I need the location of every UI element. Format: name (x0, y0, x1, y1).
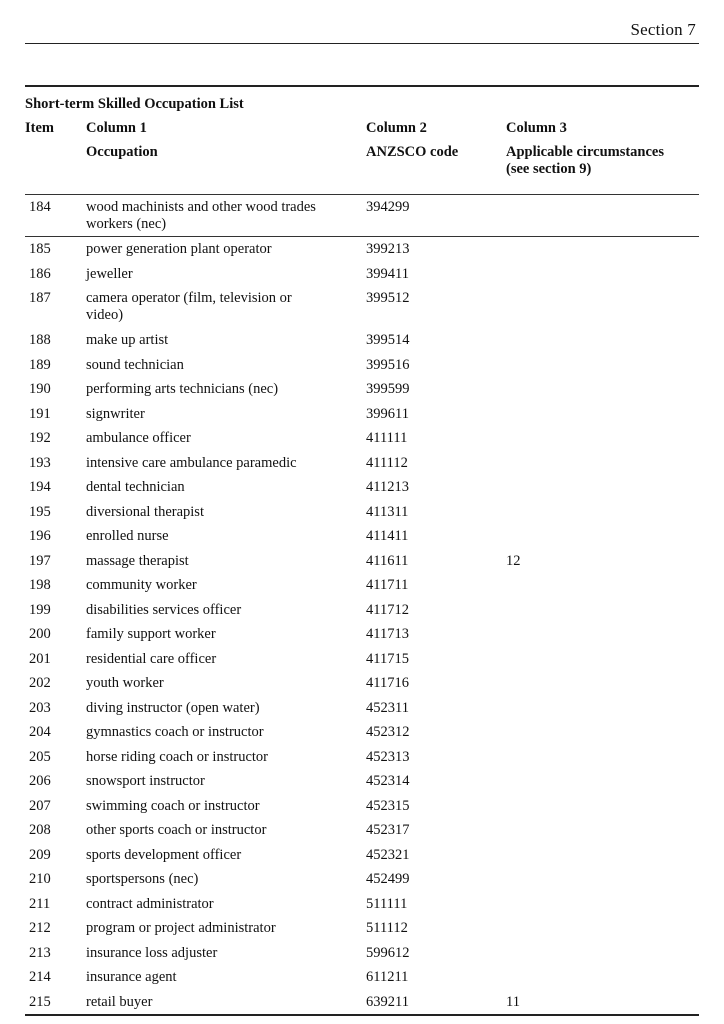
row-anzsco-code: 452314 (366, 773, 410, 789)
row-circumstances (506, 357, 699, 378)
row-occupation-cell (86, 945, 366, 966)
row-occupation: family support worker (86, 626, 216, 642)
row-item-number: 192 (29, 430, 51, 446)
row-occupation: intensive care ambulance paramedic (86, 454, 297, 471)
row-circumstances (506, 945, 699, 966)
row-occupation-cell (86, 504, 366, 525)
row-occupation: diving instructor (open water) (86, 699, 260, 716)
row-occupation-cell (86, 381, 366, 402)
row-anzsco-code: 639211 (366, 993, 409, 1010)
row-item-number: 185 (29, 241, 51, 257)
row-occupation: sound technician (86, 356, 184, 373)
row-item-number: 189 (29, 356, 51, 373)
row-item-number: 195 (29, 503, 51, 520)
table-row (25, 195, 699, 237)
occupation-table (25, 85, 699, 1016)
section-label: Section 7 (630, 20, 696, 39)
table-bottom-rule (25, 1014, 699, 1016)
table-row (25, 237, 699, 262)
row-circumstances (506, 675, 699, 696)
row-occupation: youth worker (86, 675, 164, 691)
row-circumstances (506, 290, 699, 328)
row-occupation-cell (86, 773, 366, 794)
row-anzsco-code: 452312 (366, 724, 410, 740)
row-circumstances (506, 266, 699, 287)
row-occupation-cell (86, 528, 366, 549)
row-occupation-cell (86, 871, 366, 892)
row-anzsco-code: 511111 (366, 895, 408, 912)
column-header-col2: Column 2 (366, 120, 427, 136)
row-item-number: 214 (29, 969, 51, 985)
row-circumstances (506, 749, 699, 770)
row-item-number: 190 (29, 381, 51, 397)
table-row (25, 720, 699, 745)
row-occupation-cell (86, 798, 366, 819)
row-occupation: sportspersons (nec) (86, 871, 199, 887)
row-occupation-cell (86, 479, 366, 500)
table-column-header (25, 113, 699, 194)
row-anzsco-code: 411112 (366, 454, 408, 471)
column-header-circumstances: Applicable circumstances (506, 144, 665, 160)
table-row (25, 941, 699, 966)
row-item-number: 207 (29, 797, 51, 814)
row-anzsco-code: 399512 (366, 290, 410, 306)
row-anzsco-code: 411712 (366, 601, 409, 618)
row-occupation-cell (86, 577, 366, 598)
column-header-anzsco: ANZSCO code (366, 144, 459, 160)
table-row (25, 916, 699, 941)
row-circumstances (506, 847, 699, 868)
row-circumstances (506, 199, 699, 236)
row-anzsco-code: 399599 (366, 381, 410, 397)
row-occupation: ambulance officer (86, 430, 191, 446)
row-item-number: 197 (29, 552, 51, 569)
row-anzsco-code: 452317 (366, 822, 410, 838)
row-item-number: 191 (29, 405, 51, 422)
row-occupation: contract administrator (86, 895, 214, 912)
table-row (25, 671, 699, 696)
row-occupation: other sports coach or instructor (86, 822, 267, 838)
row-circumstances (506, 798, 699, 819)
table-row (25, 353, 699, 378)
row-occupation: program or project administrator (86, 920, 276, 936)
row-occupation: signwriter (86, 405, 145, 422)
row-occupation: snowsport instructor (86, 773, 205, 789)
table-body (25, 195, 699, 1014)
row-circumstances (506, 724, 699, 745)
row-occupation-cell (86, 651, 366, 672)
row-anzsco-code: 394299 (366, 199, 410, 215)
row-occupation-cell (86, 553, 366, 574)
column-header-col3: Column 3 (506, 120, 567, 136)
row-anzsco-code: 599612 (366, 944, 410, 961)
column-header-occupation: Occupation (86, 144, 158, 160)
row-item-number: 203 (29, 699, 51, 716)
row-anzsco-code: 452499 (366, 871, 410, 887)
row-occupation-cell (86, 199, 366, 236)
row-occupation-cell (86, 675, 366, 696)
row-item-number: 198 (29, 577, 51, 593)
row-occupation-cell (86, 602, 366, 623)
table-row (25, 573, 699, 598)
row-item-number: 194 (29, 479, 51, 495)
row-item-number: 215 (29, 993, 51, 1010)
row-circumstances (506, 626, 699, 647)
row-occupation-cell (86, 822, 366, 843)
row-item-number: 208 (29, 822, 51, 838)
row-occupation-continued: video) (86, 307, 124, 323)
row-anzsco-code: 399516 (366, 356, 410, 373)
row-occupation: disabilities services officer (86, 601, 242, 618)
row-occupation-cell (86, 969, 366, 990)
row-item-number: 187 (29, 290, 51, 306)
row-circumstances (506, 406, 699, 427)
table-row (25, 965, 699, 990)
row-occupation: insurance loss adjuster (86, 944, 218, 961)
table-row (25, 622, 699, 647)
row-circumstances (506, 871, 699, 892)
row-occupation: make up artist (86, 332, 169, 348)
table-caption: Short-term Skilled Occupation List (25, 96, 244, 112)
row-occupation-cell (86, 920, 366, 941)
row-item-number: 204 (29, 724, 51, 740)
row-occupation: gymnastics coach or instructor (86, 724, 264, 740)
row-occupation-cell (86, 749, 366, 770)
row-circumstances (506, 822, 699, 843)
row-circumstances (506, 479, 699, 500)
row-occupation: diversional therapist (86, 503, 204, 520)
row-circumstances (506, 773, 699, 794)
row-item-number: 210 (29, 871, 51, 887)
row-occupation: performing arts technicians (nec) (86, 381, 279, 397)
row-item-number: 184 (29, 199, 51, 215)
column-header-item: Item (25, 120, 54, 136)
table-row (25, 377, 699, 402)
table-row (25, 475, 699, 500)
row-anzsco-code: 411611 (366, 552, 409, 569)
row-occupation-cell (86, 455, 366, 476)
table-row (25, 843, 699, 868)
row-item-number: 209 (29, 846, 51, 863)
row-occupation: jeweller (86, 265, 133, 282)
table-row (25, 598, 699, 623)
row-item-number: 200 (29, 626, 51, 642)
table-row (25, 892, 699, 917)
row-anzsco-code: 411213 (366, 479, 409, 495)
row-occupation-cell (86, 700, 366, 721)
table-row (25, 647, 699, 672)
row-circumstances (506, 700, 699, 721)
row-circumstances: 11 (506, 993, 520, 1010)
row-occupation: horse riding coach or instructor (86, 748, 269, 765)
row-circumstances (506, 381, 699, 402)
row-occupation-continued: workers (nec) (86, 216, 167, 232)
row-anzsco-code: 411711 (366, 577, 409, 593)
row-item-number: 188 (29, 332, 51, 348)
row-circumstances (506, 455, 699, 476)
row-item-number: 205 (29, 748, 51, 765)
row-occupation: power generation plant operator (86, 241, 272, 257)
table-row (25, 769, 699, 794)
row-anzsco-code: 452321 (366, 846, 410, 863)
row-anzsco-code: 399514 (366, 332, 410, 348)
row-anzsco-code: 399213 (366, 241, 410, 257)
row-anzsco-code: 511112 (366, 920, 408, 936)
row-circumstances (506, 602, 699, 623)
row-item-number: 193 (29, 454, 51, 471)
row-occupation-cell (86, 266, 366, 287)
table-row (25, 696, 699, 721)
row-occupation-cell (86, 332, 366, 353)
row-anzsco-code: 411713 (366, 626, 409, 642)
row-occupation-cell (86, 430, 366, 451)
row-occupation: wood machinists and other wood trades (86, 199, 316, 215)
row-item-number: 199 (29, 601, 51, 618)
row-occupation: dental technician (86, 479, 185, 495)
row-occupation: retail buyer (86, 993, 153, 1010)
row-occupation: community worker (86, 577, 197, 593)
table-row (25, 451, 699, 476)
row-occupation-cell (86, 406, 366, 427)
row-anzsco-code: 411111 (366, 430, 408, 446)
row-circumstances (506, 241, 699, 262)
row-circumstances (506, 504, 699, 525)
row-occupation: massage therapist (86, 552, 189, 569)
table-row (25, 524, 699, 549)
table-row (25, 286, 699, 328)
row-item-number: 213 (29, 944, 51, 961)
row-item-number: 212 (29, 920, 51, 936)
row-anzsco-code: 452315 (366, 797, 410, 814)
row-occupation-cell (86, 994, 366, 1015)
table-row (25, 328, 699, 353)
row-circumstances (506, 896, 699, 917)
row-anzsco-code: 411716 (366, 675, 409, 691)
row-occupation-cell (86, 241, 366, 262)
row-occupation: sports development officer (86, 846, 242, 863)
row-item-number: 206 (29, 773, 51, 789)
row-circumstances: 12 (506, 552, 521, 569)
row-item-number: 202 (29, 675, 51, 691)
row-item-number: 211 (29, 895, 51, 912)
row-circumstances (506, 651, 699, 672)
table-row (25, 500, 699, 525)
row-anzsco-code: 399411 (366, 265, 409, 282)
row-occupation-cell (86, 724, 366, 745)
row-occupation-cell (86, 290, 366, 328)
row-occupation-cell (86, 357, 366, 378)
row-occupation: residential care officer (86, 650, 217, 667)
table-row (25, 867, 699, 892)
row-item-number: 196 (29, 528, 51, 544)
row-anzsco-code: 411411 (366, 528, 409, 544)
table-row (25, 794, 699, 819)
row-anzsco-code: 611211 (366, 969, 409, 985)
row-occupation: insurance agent (86, 969, 177, 985)
row-occupation: camera operator (film, television or (86, 290, 292, 306)
table-row (25, 818, 699, 843)
row-circumstances (506, 920, 699, 941)
row-circumstances (506, 528, 699, 549)
column-header-see-section: (see section 9) (506, 161, 592, 177)
row-occupation-cell (86, 626, 366, 647)
row-anzsco-code: 452313 (366, 748, 410, 765)
row-circumstances (506, 430, 699, 451)
row-item-number: 186 (29, 265, 51, 282)
row-occupation: enrolled nurse (86, 528, 169, 544)
row-anzsco-code: 411715 (366, 650, 409, 667)
row-anzsco-code: 411311 (366, 503, 409, 520)
row-circumstances (506, 577, 699, 598)
row-circumstances (506, 969, 699, 990)
row-anzsco-code: 452311 (366, 699, 409, 716)
column-header-col1: Column 1 (86, 120, 147, 136)
table-row (25, 402, 699, 427)
row-occupation-cell (86, 847, 366, 868)
row-circumstances (506, 332, 699, 353)
table-row (25, 262, 699, 287)
table-row (25, 745, 699, 770)
header-divider (25, 43, 699, 44)
row-anzsco-code: 399611 (366, 405, 409, 422)
row-item-number: 201 (29, 650, 51, 667)
row-occupation: swimming coach or instructor (86, 797, 260, 814)
row-occupation-cell (86, 896, 366, 917)
table-row (25, 990, 699, 1015)
table-row (25, 549, 699, 574)
table-row (25, 426, 699, 451)
